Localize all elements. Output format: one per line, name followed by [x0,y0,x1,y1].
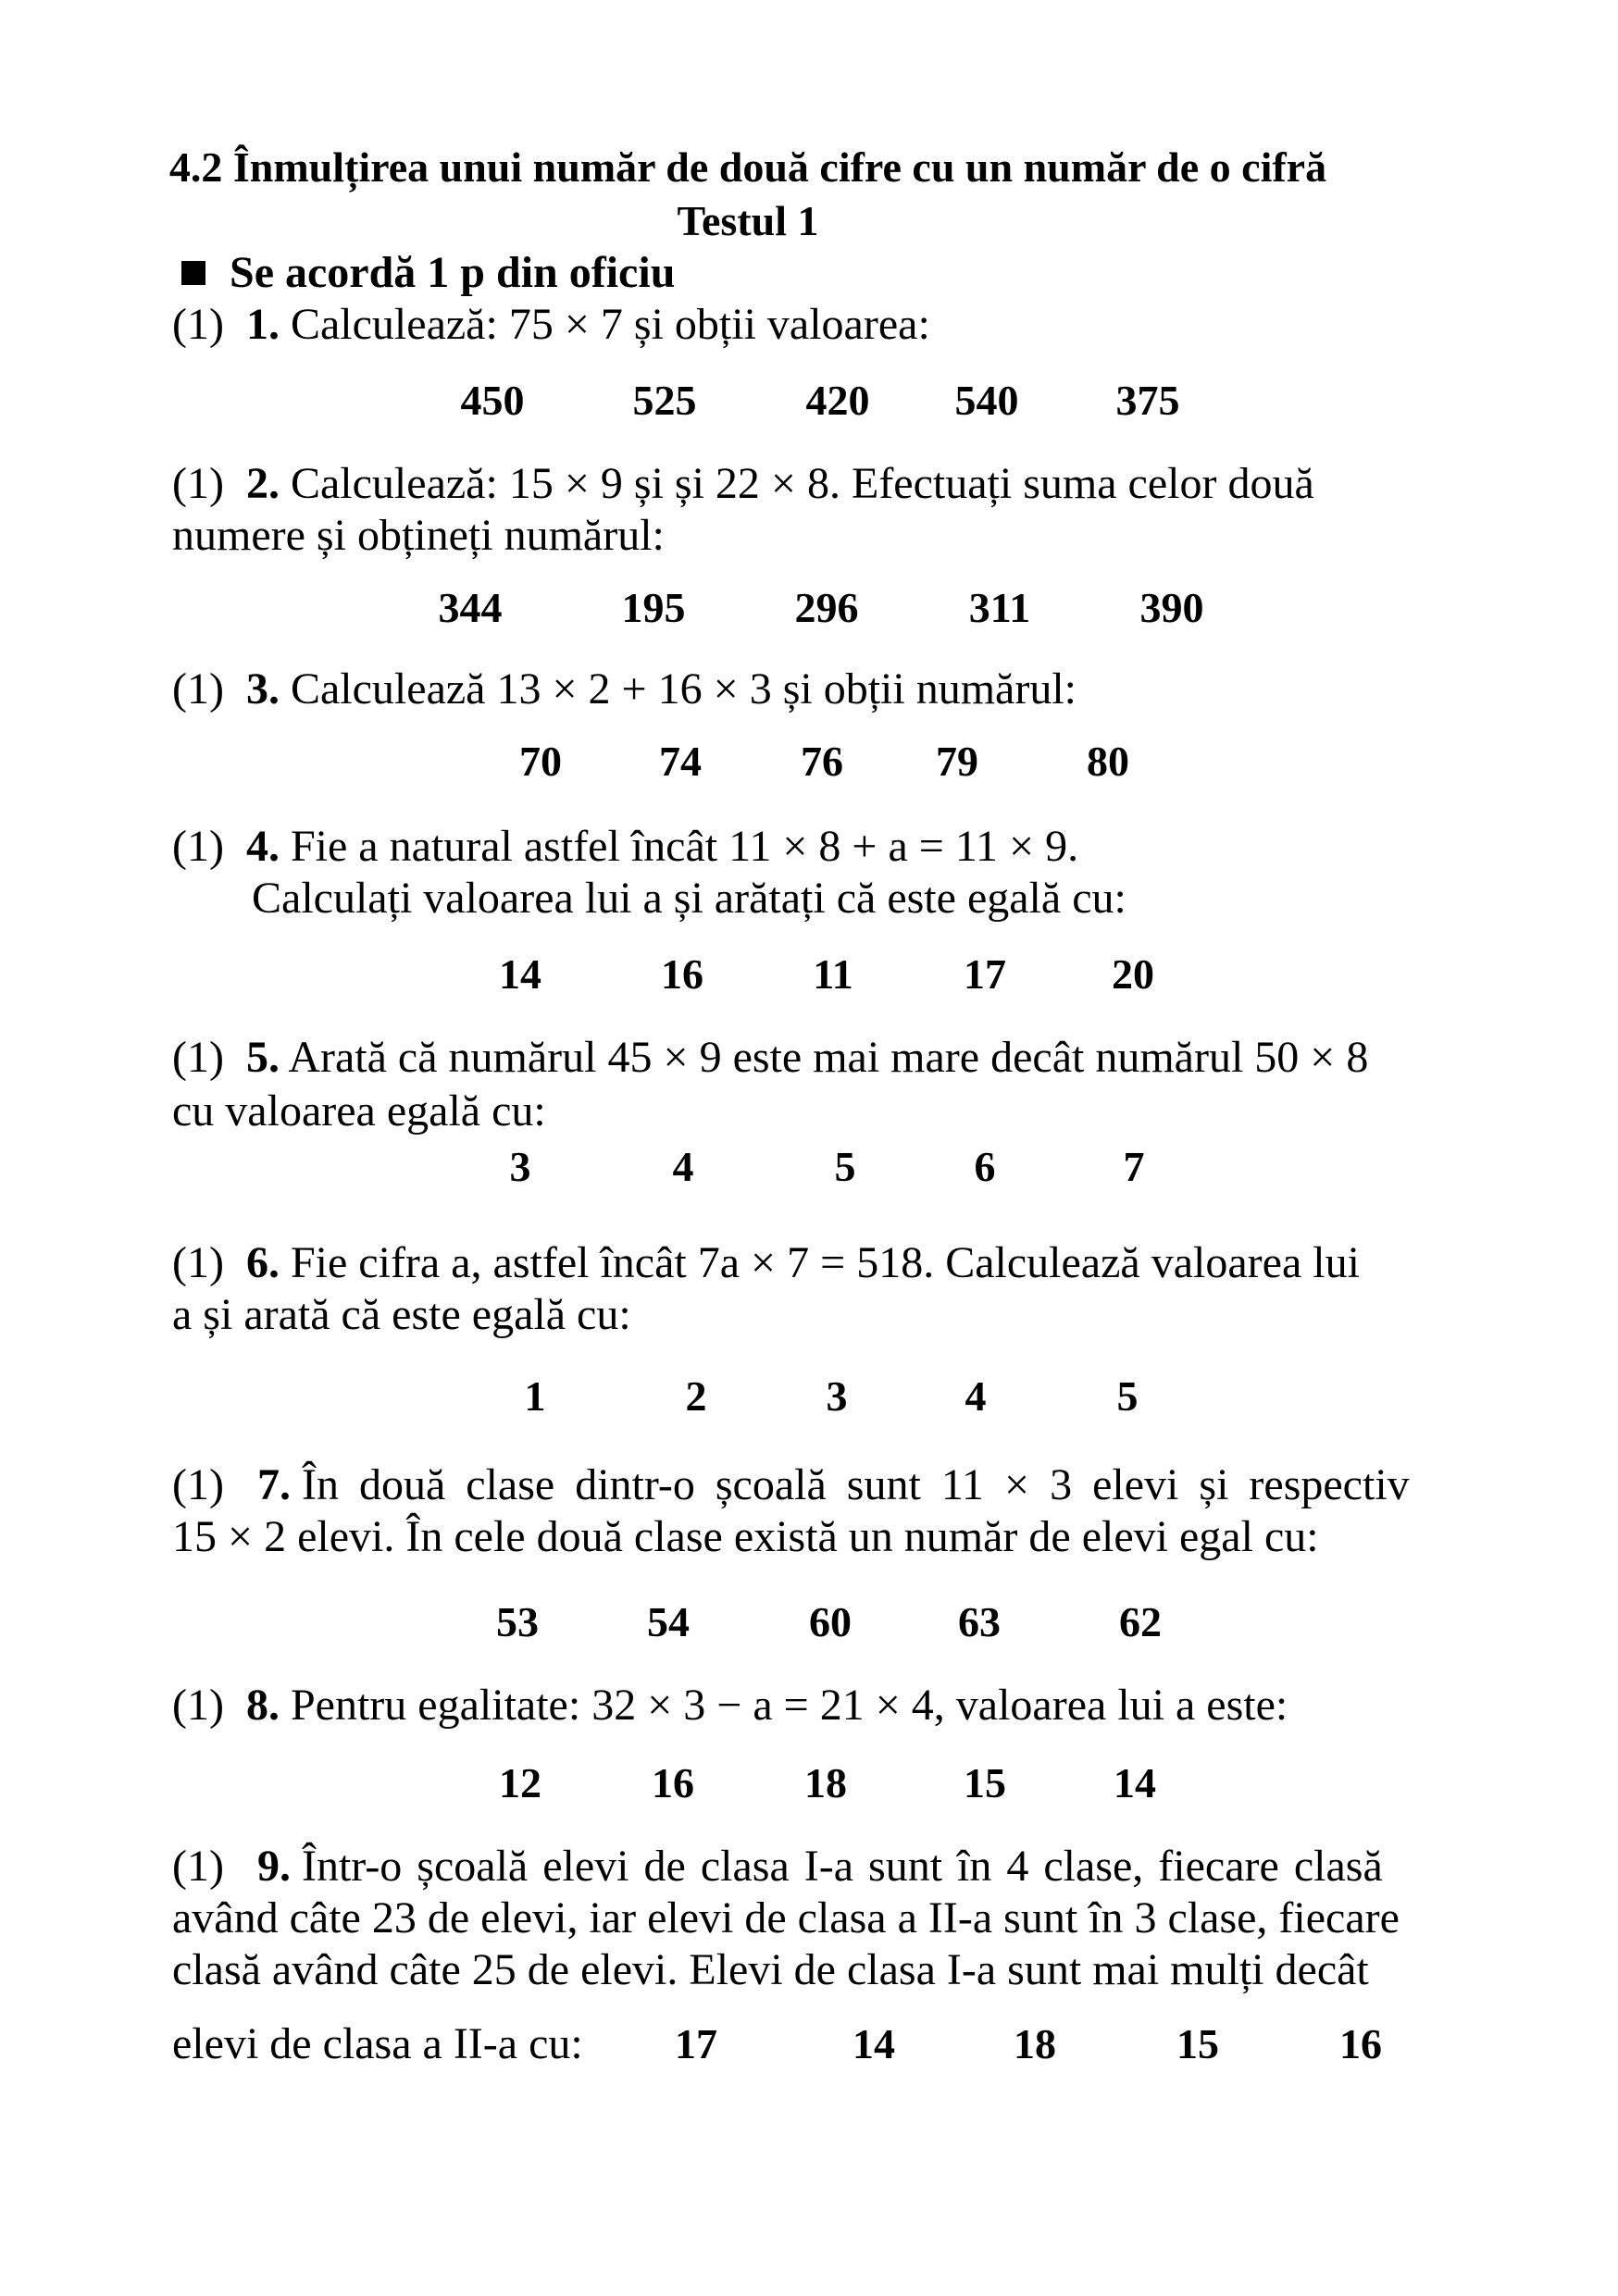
answer-option[interactable]: 4 [672,1143,694,1190]
question-2 [172,457,1314,511]
answer-option[interactable]: 3 [509,1143,531,1190]
question-number: 5. [245,1033,280,1082]
answer-option[interactable]: 11 [813,950,853,998]
question-line: clasă având câte 25 de elevi. Elevi de clasa I-a sunt mai mulți decât [172,1945,1369,1994]
answer-option[interactable]: 18 [1014,2020,1056,2067]
scoring-note-text: Se acordă 1 p din oficiu [230,248,676,297]
question-line: Calculează: 15 × 9 și și 22 × 8. Efectuați suma celor două [290,459,1314,508]
answer-option[interactable]: 15 [964,1759,1006,1806]
answer-option[interactable]: 420 [805,377,870,424]
question-line: Într-o școală elevi de clasa I-a sunt în 4 clase, fiecare clasă [301,1842,1383,1891]
question-line: elevi de clasa a II-a cu: [172,2019,583,2068]
answer-option[interactable]: 16 [1339,2020,1382,2067]
answer-option[interactable]: 14 [1114,1759,1156,1806]
answer-option[interactable]: 540 [954,377,1019,424]
question-line: cu valoarea egală cu: [172,1086,546,1136]
question-number: 2. [245,459,280,508]
answer-option[interactable]: 12 [499,1759,541,1806]
answer-option[interactable]: 14 [853,2020,895,2067]
test-title: Testul 1 [677,197,819,244]
answer-option[interactable]: 18 [804,1759,847,1806]
answer-option[interactable]: 17 [964,950,1006,998]
answer-option[interactable]: 15 [1176,2020,1219,2067]
question-points: (1) [172,1842,224,1891]
question-3 [172,663,1077,716]
answer-option[interactable]: 54 [647,1598,690,1645]
answer-option[interactable]: 5 [1116,1372,1139,1420]
answer-option[interactable]: 1 [524,1372,546,1420]
question-line: Calculează: 75 × 7 și obții valoarea: [290,300,930,349]
answer-option[interactable]: 6 [974,1143,996,1190]
answer-option[interactable]: 70 [519,738,562,785]
question-number: 6. [245,1238,280,1287]
answer-option[interactable]: 311 [968,584,1031,631]
question-line: Fie a natural astfel încât 11 × 8 + a = 11 × 9. [290,822,1079,871]
answer-option[interactable]: 74 [659,738,702,785]
answer-option[interactable]: 20 [1112,950,1154,998]
question-points: (1) [172,459,224,508]
question-5 [172,1031,1368,1085]
question-line: Pentru egalitate: 32 × 3 − a = 21 × 4, valoarea lui a este: [290,1681,1288,1730]
answer-option[interactable]: 14 [499,950,541,998]
answer-option[interactable]: 16 [661,950,703,998]
question-line: Calculează 13 × 2 + 16 × 3 și obții numărul: [290,664,1077,714]
question-line: Fie cifra a, astfel încât 7a × 7 = 518. Calculează valoarea lui [290,1238,1360,1287]
question-number: 8. [245,1681,280,1730]
answer-option[interactable]: 344 [438,584,503,631]
answer-option[interactable]: 53 [496,1598,539,1645]
question-line: a și arată că este egală cu: [172,1290,631,1339]
answer-option[interactable]: 390 [1139,584,1204,631]
question-number: 1. [245,300,280,349]
answer-option[interactable]: 60 [809,1598,852,1645]
square-bullet-icon [181,261,205,285]
question-7 [172,1458,1410,1512]
answer-option[interactable]: 525 [632,377,697,424]
scoring-note [181,246,675,300]
answer-option[interactable]: 296 [794,584,859,631]
answer-option[interactable]: 3 [826,1372,848,1420]
question-points: (1) [172,1238,224,1287]
question-line: având câte 23 de elevi, iar elevi de clasa a II-a sunt în 3 clase, fiecare [172,1893,1400,1942]
question-9 [172,1840,1383,1893]
question-line: Calculați valoarea lui a și arătați că este egală cu: [252,874,1126,923]
answer-option[interactable]: 5 [834,1143,856,1190]
answer-option[interactable]: 17 [675,2020,717,2067]
question-line: 15 × 2 elevi. În cele două clase există un număr de elevi egal cu: [172,1512,1319,1561]
question-number: 7. [256,1460,291,1509]
question-8 [172,1679,1288,1732]
answer-option[interactable]: 16 [652,1759,694,1806]
question-points: (1) [172,822,224,871]
question-line: În două clase dintr-o școală sunt 11 × 3 elevi și respectiv [301,1460,1410,1509]
question-4 [172,820,1078,874]
answer-option[interactable]: 62 [1119,1598,1162,1645]
answer-option[interactable]: 2 [685,1372,707,1420]
question-1 [172,298,930,352]
answer-option[interactable]: 79 [936,738,978,785]
question-6 [172,1236,1360,1290]
answer-option[interactable]: 7 [1123,1143,1145,1190]
answer-option[interactable]: 76 [801,738,843,785]
answer-option[interactable]: 63 [958,1598,1001,1645]
answer-option[interactable]: 4 [965,1372,987,1420]
section-title: 4.2 Înmulțirea unui număr de două cifre cu un număr de o cifră [168,143,1327,191]
answer-option[interactable]: 450 [460,377,525,424]
question-points: (1) [172,664,224,714]
question-points: (1) [172,1033,224,1082]
question-line: numere și obțineți numărul: [172,511,665,560]
question-number: 9. [256,1842,291,1891]
question-number: 3. [245,664,280,714]
question-points: (1) [172,300,224,349]
answer-option[interactable]: 80 [1087,738,1129,785]
answer-option[interactable]: 195 [621,584,686,631]
question-points: (1) [172,1681,224,1730]
question-points: (1) [172,1460,224,1509]
answer-option[interactable]: 375 [1115,377,1180,424]
question-number: 4. [245,822,280,871]
question-line: Arată că numărul 45 × 9 este mai mare decât numărul 50 × 8 [288,1033,1369,1082]
